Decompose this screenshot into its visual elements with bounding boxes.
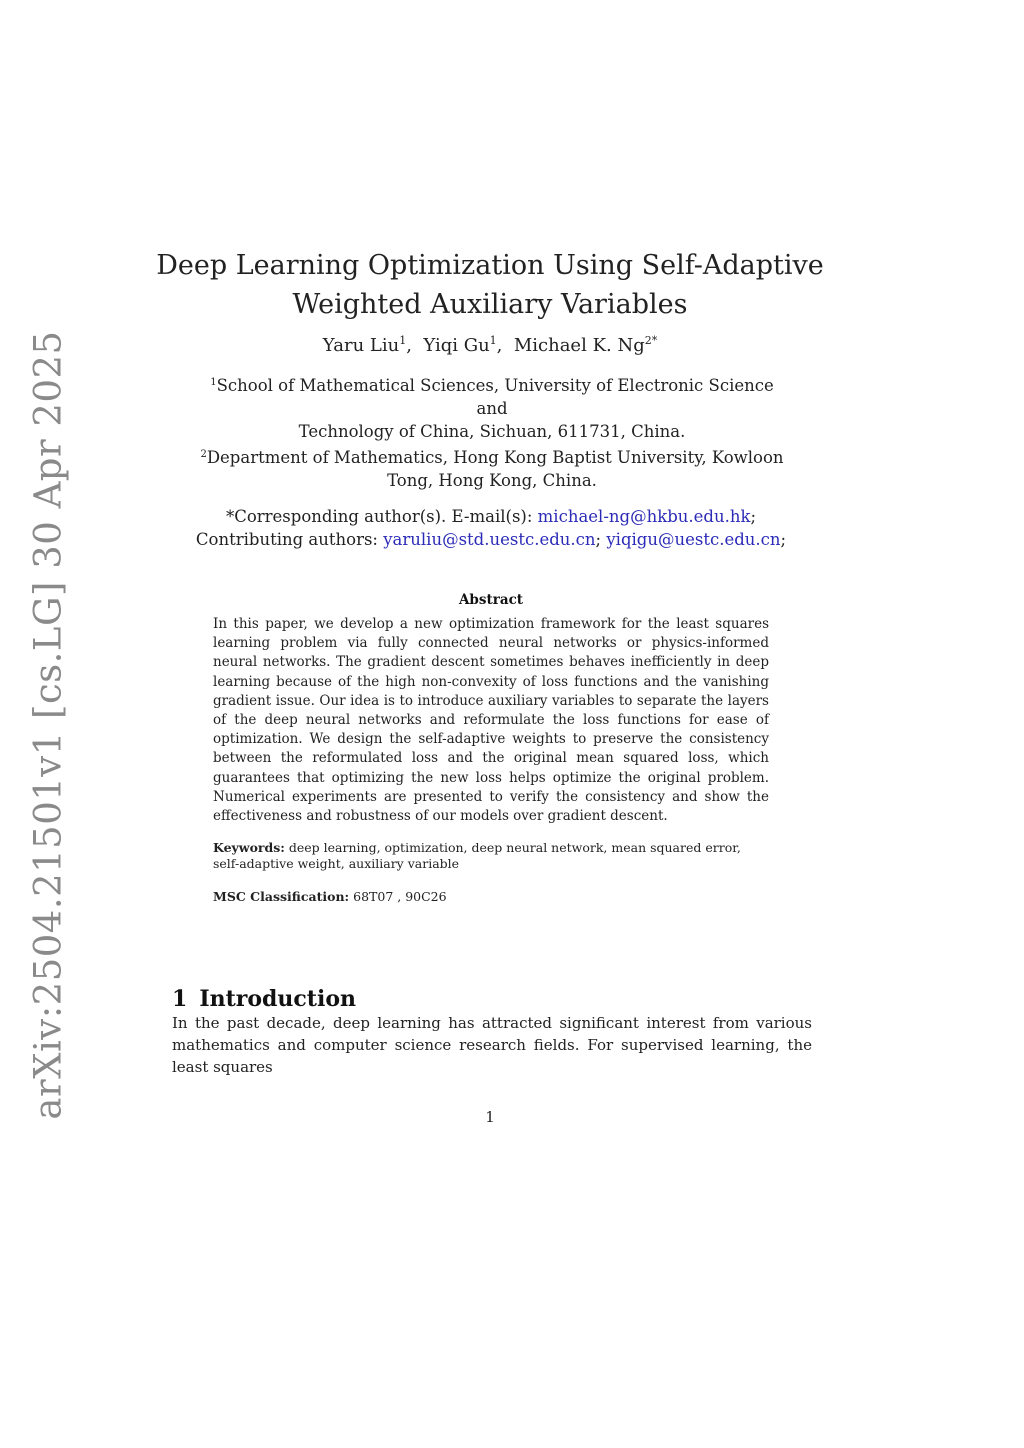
section-heading bbox=[172, 986, 356, 1012]
contact-info bbox=[140, 505, 842, 551]
author-mark: 2* bbox=[644, 334, 658, 347]
affiliations bbox=[200, 371, 784, 492]
keywords-label: Keywords: bbox=[213, 840, 285, 855]
affiliation bbox=[200, 371, 784, 420]
author-name: Yaru Liu bbox=[322, 335, 400, 356]
keywords bbox=[213, 840, 769, 872]
msc-text: 68T07 , 90C26 bbox=[353, 889, 447, 904]
author-name: Michael K. Ng bbox=[513, 335, 645, 356]
affiliation-line: School of Mathematical Sciences, University of Electronic Science and bbox=[216, 376, 774, 418]
contributing-prefix: Contributing authors: bbox=[195, 530, 384, 549]
contributing-line bbox=[140, 528, 842, 551]
author-mark: 1 bbox=[399, 334, 407, 347]
title-line-2: Weighted Auxiliary Variables bbox=[292, 289, 688, 321]
section-paragraph: In the past decade, deep learning has attracted significant interest from various mathematics and computer science research fields. For supervised learning, the least squares bbox=[172, 1014, 812, 1076]
author-mark: 1 bbox=[489, 334, 497, 347]
separator: ; bbox=[750, 507, 757, 526]
affiliation bbox=[200, 443, 784, 469]
paper-title bbox=[140, 246, 840, 324]
corresponding-prefix: *Corresponding author(s). E-mail(s): bbox=[225, 507, 538, 526]
corresponding-email-link[interactable]: michael-ng@hkbu.edu.hk bbox=[537, 507, 751, 526]
page-number: 1 bbox=[485, 1108, 495, 1126]
affiliation-line: Tong, Hong Kong, China. bbox=[387, 471, 597, 490]
msc-label: MSC Classification: bbox=[213, 889, 350, 904]
affiliation-mark: 1 bbox=[210, 377, 217, 388]
title-line-1: Deep Learning Optimization Using Self-Adaptive bbox=[156, 250, 824, 282]
author-list: Yaru Liu$^1$, Yiqi Gu$^1$, Michael K. $Ng^{2*}$ bbox=[322, 334, 658, 356]
affiliation-line: Technology of China, Sichuan, 611731, China. bbox=[298, 422, 686, 441]
author-name: Yiqi Gu bbox=[423, 335, 490, 356]
separator: ; bbox=[780, 530, 787, 549]
section-number: 1 bbox=[172, 986, 188, 1013]
affiliation-mark: 2 bbox=[200, 449, 207, 460]
arxiv-identifier-stamp: arXiv:2504.21501v1 [cs.LG] 30 Apr 2025 bbox=[26, 330, 70, 1120]
corresponding-line bbox=[140, 505, 842, 528]
contributing-email-link[interactable]: yiqigu@uestc.edu.cn bbox=[606, 530, 781, 549]
abstract-heading: Abstract bbox=[458, 592, 524, 608]
contributing-email-link[interactable]: yaruliu@std.uestc.edu.cn bbox=[383, 530, 596, 549]
section-title: Introduction bbox=[199, 986, 356, 1013]
keywords-text: deep learning, optimization, deep neural network, mean squared error, self-adaptive weight, auxiliary variable bbox=[213, 840, 741, 871]
affiliation-line: Department of Mathematics, Hong Kong Baptist University, Kowloon bbox=[206, 448, 784, 467]
msc-classification bbox=[213, 889, 769, 904]
abstract-text: In this paper, we develop a new optimization framework for the least squares learning problem via fully connected neural networks or physics-informed neural networks. The gradient descent sometimes behaves inefficiently in deep learning because of the high non-convexity of loss functions and the vanishing gradient issue. Our idea is to introduce auxiliary variables to separate the layers of the deep neural networks and reformulate the loss functions for ease of optimization. We design the self-adaptive weights to preserve the consistency between the reformulated loss and the original mean squared loss, which guarantees that optimizing the new loss helps optimize the original problem. Numerical experiments are presented to verify the consistency and show the effectiveness and robustness of our models over gradient descent. bbox=[213, 616, 769, 825]
separator: ; bbox=[595, 530, 602, 549]
